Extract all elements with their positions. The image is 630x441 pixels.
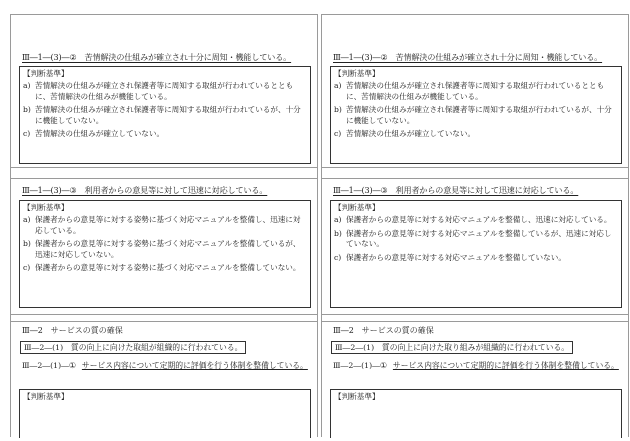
divider — [11, 178, 317, 179]
divider — [322, 321, 628, 322]
criteria-box — [19, 66, 311, 164]
criterion-item: c) 保護者からの意見等に対する対応マニュアルを整備していない。 — [334, 252, 566, 262]
criterion-item: a) 苦情解決の仕組みが確立され保護者等に周知する取組が行われているとともに、苦情解決の仕組みが機能している。 — [334, 81, 605, 101]
criteria-heading: 【判断基準】 — [334, 392, 380, 401]
criterion-item: b) 苦情解決の仕組みが確立され保護者等に周知する取組が行われているが、十分に機能していない。 — [334, 105, 612, 125]
section-title: Ⅲ―1―(3)―③ 利用者からの意見等に対して迅速に対応している。 — [333, 185, 579, 195]
left-page — [10, 14, 318, 437]
section-heading: Ⅲ―2 サービスの質の確保 — [22, 326, 123, 335]
criterion-item: c) 苦情解決の仕組みが確立していない。 — [334, 129, 476, 138]
right-page — [321, 14, 629, 437]
criteria-box — [330, 389, 622, 438]
criteria-heading: 【判断基準】 — [23, 392, 69, 401]
criterion-item: c) 保護者からの意見等に対する姿勢に基づく対応マニュアルを整備していない。 — [23, 263, 301, 272]
item-title: Ⅲ―2―(1)―① サービス内容について定期的に評価を行う体制を整備している。 — [22, 361, 308, 370]
criterion-item: a) 保護者からの意見等に対する対応マニュアルを整備し、迅速に対応している。 — [334, 215, 612, 224]
divider — [322, 314, 628, 315]
divider — [322, 167, 628, 168]
criterion-item: b) 苦情解決の仕組みが確立され保護者等に周知する取組が行われているが、十分に機能していない。 — [23, 105, 301, 125]
divider — [11, 314, 317, 315]
criterion-item: b) 保護者からの意見等に対する対応マニュアルを整備しているが、迅速に対応していない。 — [334, 228, 612, 248]
criteria-heading: 【判断基準】 — [23, 69, 69, 78]
criteria-box — [19, 200, 311, 308]
item-title: Ⅲ―2―(1)―① サービス内容について定期的に評価を行う体制を整備している。 — [333, 361, 619, 370]
criteria-heading: 【判断基準】 — [334, 69, 380, 78]
divider — [322, 178, 628, 179]
divider — [11, 321, 317, 322]
section-title: Ⅲ―1―(3)―③ 利用者からの意見等に対して迅速に対応している。 — [22, 185, 268, 195]
criterion-item: a) 保護者からの意見等に対する姿勢に基づく対応マニュアルを整備し、迅速に対応している。 — [23, 215, 301, 235]
divider — [11, 167, 317, 168]
subsection-title: Ⅲ―2―(1) 質の向上に向けた取り組みが組織的に行われている。 — [331, 341, 573, 354]
subsection-title: Ⅲ―2―(1) 質の向上に向けた取組が組織的に行われている。 — [20, 341, 246, 354]
criterion-item: b) 保護者からの意見等に対する姿勢に基づく対応マニュアルを整備しているが、迅速に対応していない。 — [23, 239, 301, 259]
criteria-box — [330, 66, 622, 164]
section-title: Ⅲ―1―(3)―② 苦情解決の仕組みが確立され十分に周知・機能している。 — [22, 52, 292, 62]
criterion-item: c) 苦情解決の仕組みが確立していない。 — [23, 129, 165, 138]
criteria-box — [330, 200, 622, 308]
criteria-box — [19, 389, 311, 438]
divider — [322, 14, 628, 15]
criteria-heading: 【判断基準】 — [334, 203, 380, 212]
divider — [11, 14, 317, 15]
section-title: Ⅲ―1―(3)―② 苦情解決の仕組みが確立され十分に周知・機能している。 — [333, 52, 603, 62]
criterion-item: a) 苦情解決の仕組みが確立され保護者等に周知する取組が行われているとともに、苦情解決の仕組みが機能している。 — [23, 81, 294, 101]
section-heading: Ⅲ―2 サービスの質の確保 — [333, 326, 434, 335]
criteria-heading: 【判断基準】 — [23, 203, 69, 212]
